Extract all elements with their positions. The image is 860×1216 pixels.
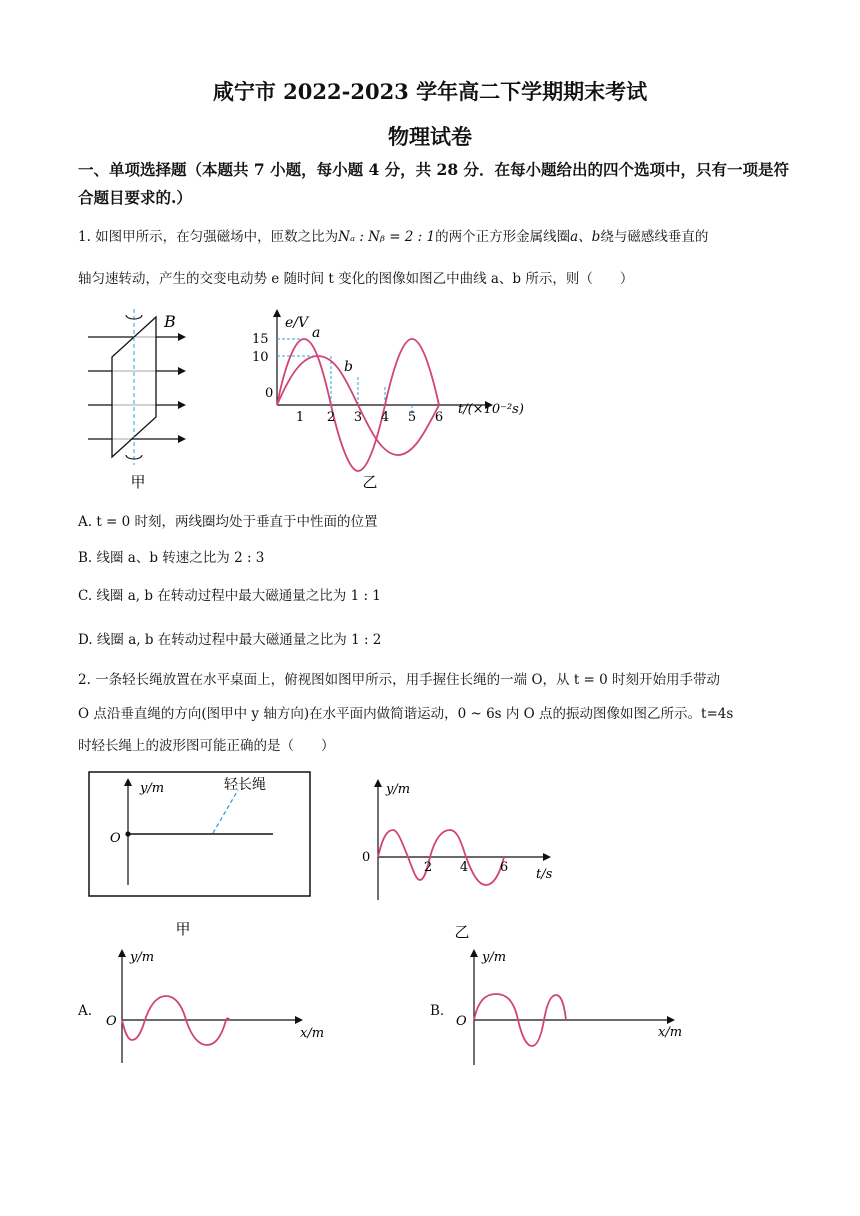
q1-text-a: 1. 如图甲所示，在匀强磁场中，匝数之比为 xyxy=(78,229,339,245)
curve-a-label: a xyxy=(312,325,321,341)
y-axis-label: y/m xyxy=(482,950,507,965)
section-heading: 一、单项选择题（本题共 7 小题，每小题 4 分，共 28 分．在每小题给出的四个选项中，只有一项是符合题目要求的.） xyxy=(78,160,790,207)
q2-option-a-graph[interactable] xyxy=(100,945,340,1065)
q1-option-c: C. 线圈 a, b 在转动过程中最大磁通量之比为 1 : 1 xyxy=(78,588,381,604)
arrow-icon xyxy=(178,401,186,409)
rope-label: 轻长绳 xyxy=(224,777,266,793)
xtick-2: 2 xyxy=(326,410,336,425)
t-axis-label: t/s xyxy=(536,867,553,882)
q2-figure-rope xyxy=(88,770,313,942)
point-O xyxy=(125,831,130,836)
fig-caption-yi: 乙 xyxy=(454,923,470,941)
origin-O-label: O xyxy=(456,1014,467,1029)
y-axis-label: y/m xyxy=(386,782,411,797)
arrow-icon xyxy=(124,778,132,786)
page-title: 咸宁市 2022-2023 学年高二下学期期末考试 xyxy=(212,79,648,104)
fig-caption-jia: 甲 xyxy=(175,920,191,938)
arrow-icon xyxy=(470,949,478,957)
fig-caption-yi: 乙 xyxy=(362,473,378,491)
xtick-6: 6 xyxy=(499,860,509,875)
xtick-5: 5 xyxy=(407,410,417,425)
q1-option-b: B. 线圈 a、b 转速之比为 2 : 3 xyxy=(78,550,265,566)
q1-stem-line1 xyxy=(78,220,798,254)
curve-b-label: b xyxy=(344,359,353,375)
page-subtitle: 物理试卷 xyxy=(388,124,472,149)
ytick-15: 15 xyxy=(252,332,269,347)
q1-ab: a、b xyxy=(570,229,601,245)
q1-option-a: A. t = 0 时刻，两线圈均处于垂直于中性面的位置 xyxy=(78,514,378,530)
y-axis-label: y/m xyxy=(130,950,155,965)
q2-figure-vibration-graph xyxy=(358,775,558,945)
fig-caption-jia: 甲 xyxy=(130,473,146,491)
arrow-icon xyxy=(273,309,281,317)
leader-line xyxy=(213,790,238,833)
arrow-icon xyxy=(178,367,186,375)
xtick-6: 6 xyxy=(434,410,444,425)
arrow-icon xyxy=(543,853,551,861)
q1-ratio: Nₐ : Nᵦ = 2 : 1 xyxy=(338,229,436,245)
arrow-icon xyxy=(374,779,382,787)
xtick-3: 3 xyxy=(353,410,363,425)
q2-stem-line3: 时轻长绳上的波形图可能正确的是（ ） xyxy=(78,738,335,754)
y-axis-label: y/m xyxy=(140,781,165,796)
q2-option-a-label[interactable]: A. xyxy=(78,1003,93,1019)
q2-option-b-label[interactable]: B. xyxy=(430,1003,445,1019)
t-axis-label: t/(×10⁻²s) xyxy=(458,402,524,417)
arrow-icon xyxy=(178,333,186,341)
origin-label: 0 xyxy=(265,386,274,401)
e-axis-label: e/V xyxy=(285,315,309,331)
origin-label: 0 xyxy=(362,850,371,865)
q1-stem-line2: 轴匀速转动，产生的交变电动势 e 随时间 t 变化的图像如图乙中曲线 a、b 所示，则（ ） xyxy=(78,271,634,287)
q2-stem-line2: O 点沿垂直绳的方向(图甲中 y 轴方向)在水平面内做简谐运动，0 ~ 6s 内 O 点的振动图像如图乙所示。t=4s xyxy=(78,706,734,722)
ytick-10: 10 xyxy=(252,350,269,365)
arrow-icon xyxy=(667,1016,675,1024)
x-axis-label: x/m xyxy=(300,1026,325,1041)
q1-text-c: 绕与磁感线垂直的 xyxy=(600,229,709,245)
xtick-1: 1 xyxy=(295,410,305,425)
x-axis-label: x/m xyxy=(658,1025,683,1040)
q1-option-d: D. 线圈 a, b 在转动过程中最大磁通量之比为 1 : 2 xyxy=(78,632,382,648)
origin-O-label: O xyxy=(110,831,121,846)
xtick-4: 4 xyxy=(459,860,469,875)
q1-figure-et-graph xyxy=(240,305,540,495)
arrow-icon xyxy=(295,1016,303,1024)
arrow-icon xyxy=(178,435,186,443)
q2-stem-line1: 2. 一条轻长绳放置在水平桌面上，俯视图如图甲所示，用手握住长绳的一端 O，从 t = 0 时刻开始用手带动 xyxy=(78,672,721,688)
q1-figure-coil xyxy=(78,305,218,495)
origin-O-label: O xyxy=(106,1014,117,1029)
arrow-icon xyxy=(118,949,126,957)
xtick-2: 2 xyxy=(423,860,433,875)
q1-text-b: 的两个正方形金属线圈 xyxy=(435,229,571,245)
q2-option-b-graph[interactable] xyxy=(452,945,692,1070)
xtick-4: 4 xyxy=(380,410,390,425)
field-B-label: B xyxy=(164,312,176,331)
